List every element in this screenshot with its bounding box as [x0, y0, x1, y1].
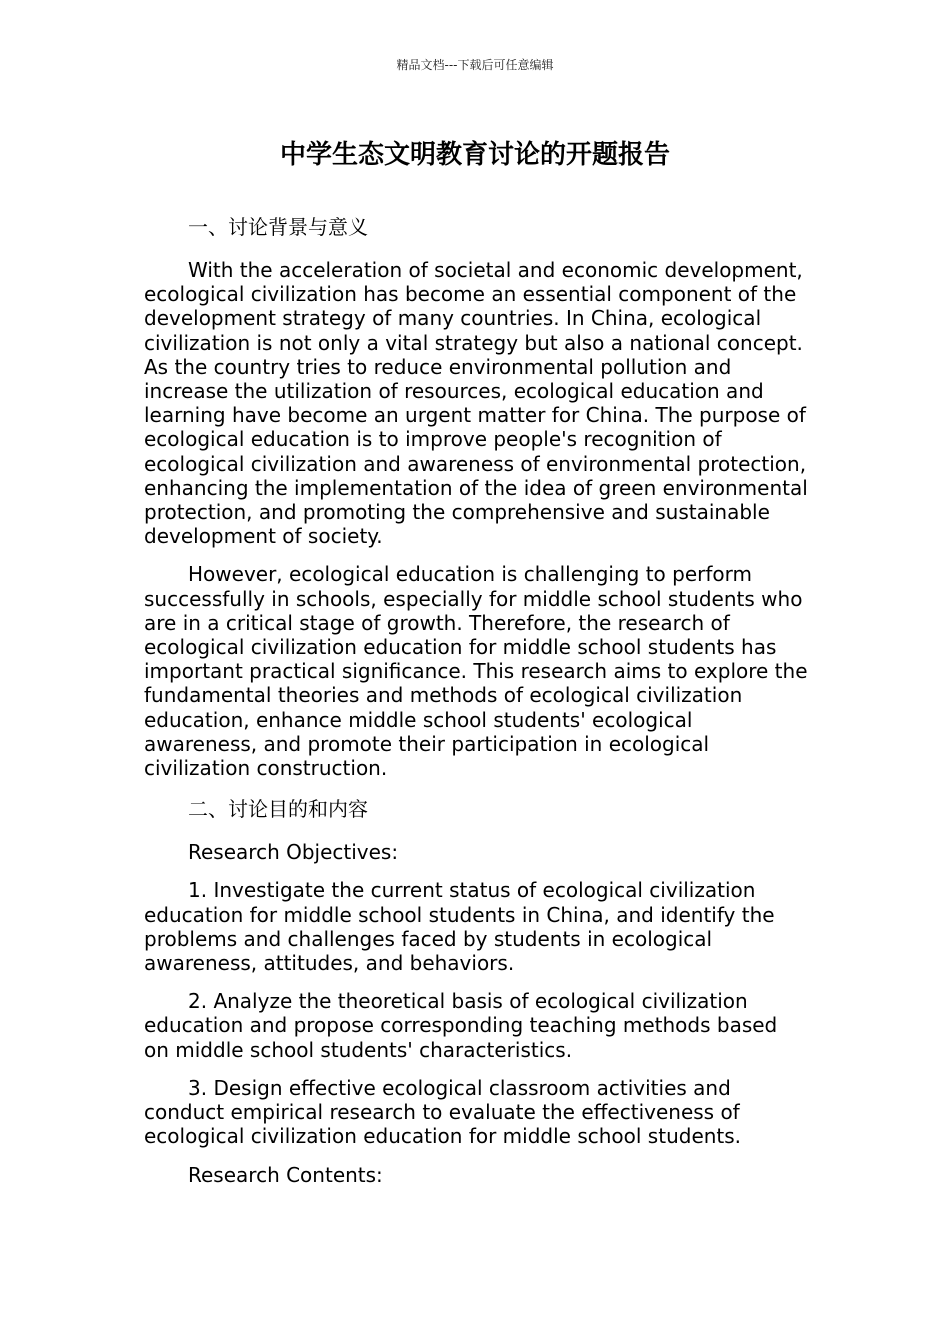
research-contents-label: Research Contents: [188, 1162, 383, 1187]
document-body [144, 212, 808, 1201]
section-heading-background: 一、讨论背景与意义 [188, 215, 368, 239]
section-heading-objectives: 二、讨论目的和内容 [188, 797, 368, 822]
paragraph-background-1: With the acceleration of societal and economic development, ecological civilization has become an essential component of the development strategy of many countries. In China, ecological civilization is not only a vital strategy but also a national concept. As the country tries to reduce environmental pollution and increase the utilization of resources, ecological education and learning have become an urgent matter for China. The purpose of ecological education is to improve people's recognition of ecological civilization and awareness of environmental protection, enhancing the implementation of the idea of green environmental protection, and promoting the comprehensive and sustainable development of society. [144, 258, 808, 549]
header-note: 精品文档---下载后可任意编辑 [396, 58, 554, 72]
paragraph-background-2: However, ecological education is challenging to perform successfully in schools, especially for middle school students who are in a critical stage of growth. Therefore, the research of ecological civilization education for middle school students has important practical significance. This research aims to explore the fundamental theories and methods of ecological civilization education, enhance middle school students' ecological awareness, and promote their participation in ecological civilization construction. [144, 562, 808, 781]
objective-item-1: 1. Investigate the current status of ecological civilization education for middle school students in China, and identify the problems and challenges faced by students in ecological awareness, attitudes, and behaviors. [144, 878, 775, 976]
objective-item-3: 3. Design effective ecological classroom activities and conduct empirical research to evaluate the effectiveness of ecological civilization education for middle school students. [144, 1075, 742, 1149]
objective-item-2: 2. Analyze the theoretical basis of ecological civilization education and propose corresponding teaching methods based on middle school students' characteristics. [144, 989, 778, 1062]
document-title: 中学生态文明教育讨论的开题报告 [279, 140, 670, 170]
research-objectives-label: Research Objectives: [188, 840, 399, 865]
